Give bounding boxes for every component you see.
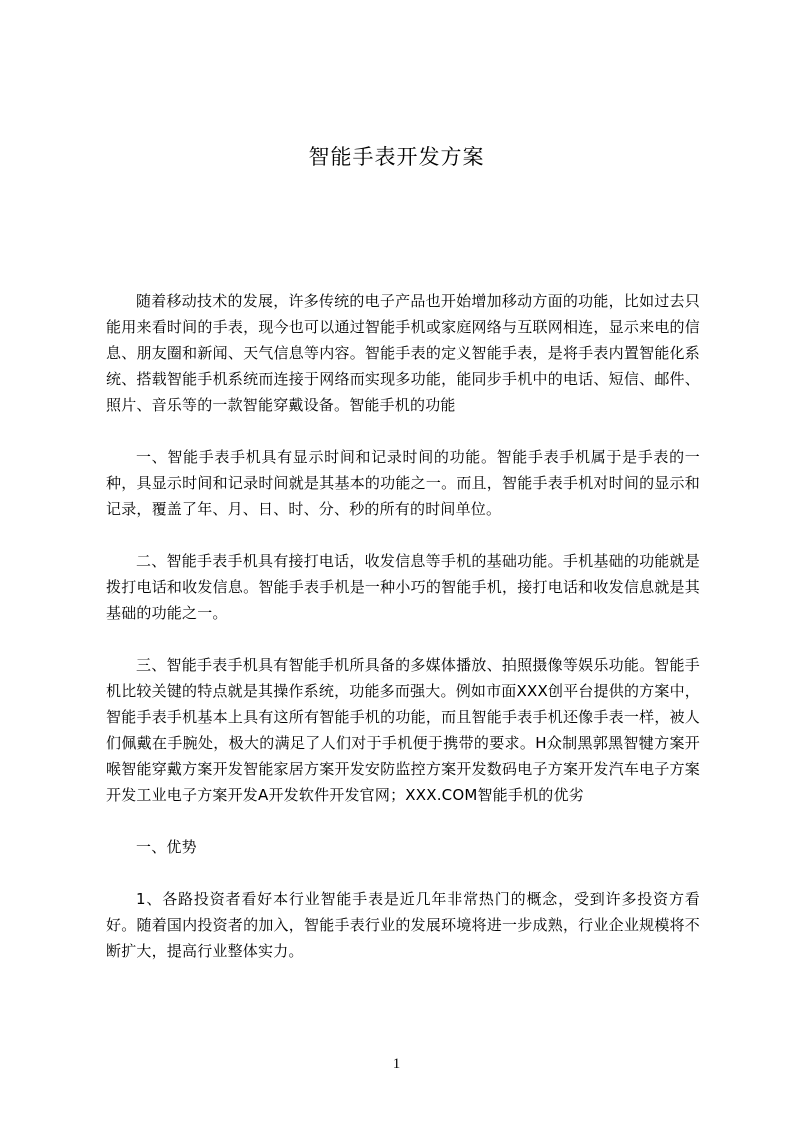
page-title: 智能手表开发方案 [308,145,485,169]
paragraph-intro: 随着移动技术的发展，许多传统的电子产品也开始增加移动方面的功能，比如过去只能用来看时间的手表，现今也可以通过智能手机或家庭网络与互联网相连，显示来电的信息、朋友圈和新闻、天气信息等内容。智能手表的定义智能手表，是将手表内置智能化系统、搭载智能手机系统而连接于网络而实现多功能，能同步手机中的电话、短信、邮件、照片、音乐等的一款智能穿戴设备。智能手机的功能 [106,292,700,414]
paragraph-function-2: 二、智能手表手机具有接打电话，收发信息等手机的基础功能。手机基础的功能就是拨打电话和收发信息。智能手表手机是一种小巧的智能手机，接打电话和收发信息就是其基础的功能之一。 [106,552,700,622]
document-body [106,288,700,964]
paragraph-function-1: 一、智能手表手机具有显示时间和记录时间的功能。智能手表手机属于是手表的一种，具显示时间和记录时间就是其基本的功能之一。而且，智能手表手机对时间的显示和记录，覆盖了年、月、日、时、分、秒的所有的时间单位。 [106,448,700,518]
page-number: 1 [392,1056,401,1072]
paragraph-function-3: 三、智能手表手机具有智能手机所具备的多媒体播放、拍照摄像等娱乐功能。智能手机比较关键的特点就是其操作系统，功能多而强大。例如市面XXX创平台提供的方案中，智能手表手机基本上具有这所有智能手机的功能，而且智能手表手机还像手表一样，被人们佩戴在手腕处，极大的满足了人们对于手机便于携带的要求。H众制黑郭黑智犍方案开喉智能穿戴方案开发智能家居方案开发安防监控方案开发数码电子方案开发汽车电子方案开发工业电子方案开发A开发软件开发官网；XXX.COM智能手机的优劣 [106,656,700,804]
paragraph-advantage-1: 1、各路投资者看好本行业智能手表是近几年非常热门的概念，受到许多投资方看好。随着国内投资者的加入，智能手表行业的发展环境将进一步成熟，行业企业规模将不断扩大，提高行业整体实力。 [106,890,700,960]
section-heading-advantages: 一、优势 [136,838,197,856]
